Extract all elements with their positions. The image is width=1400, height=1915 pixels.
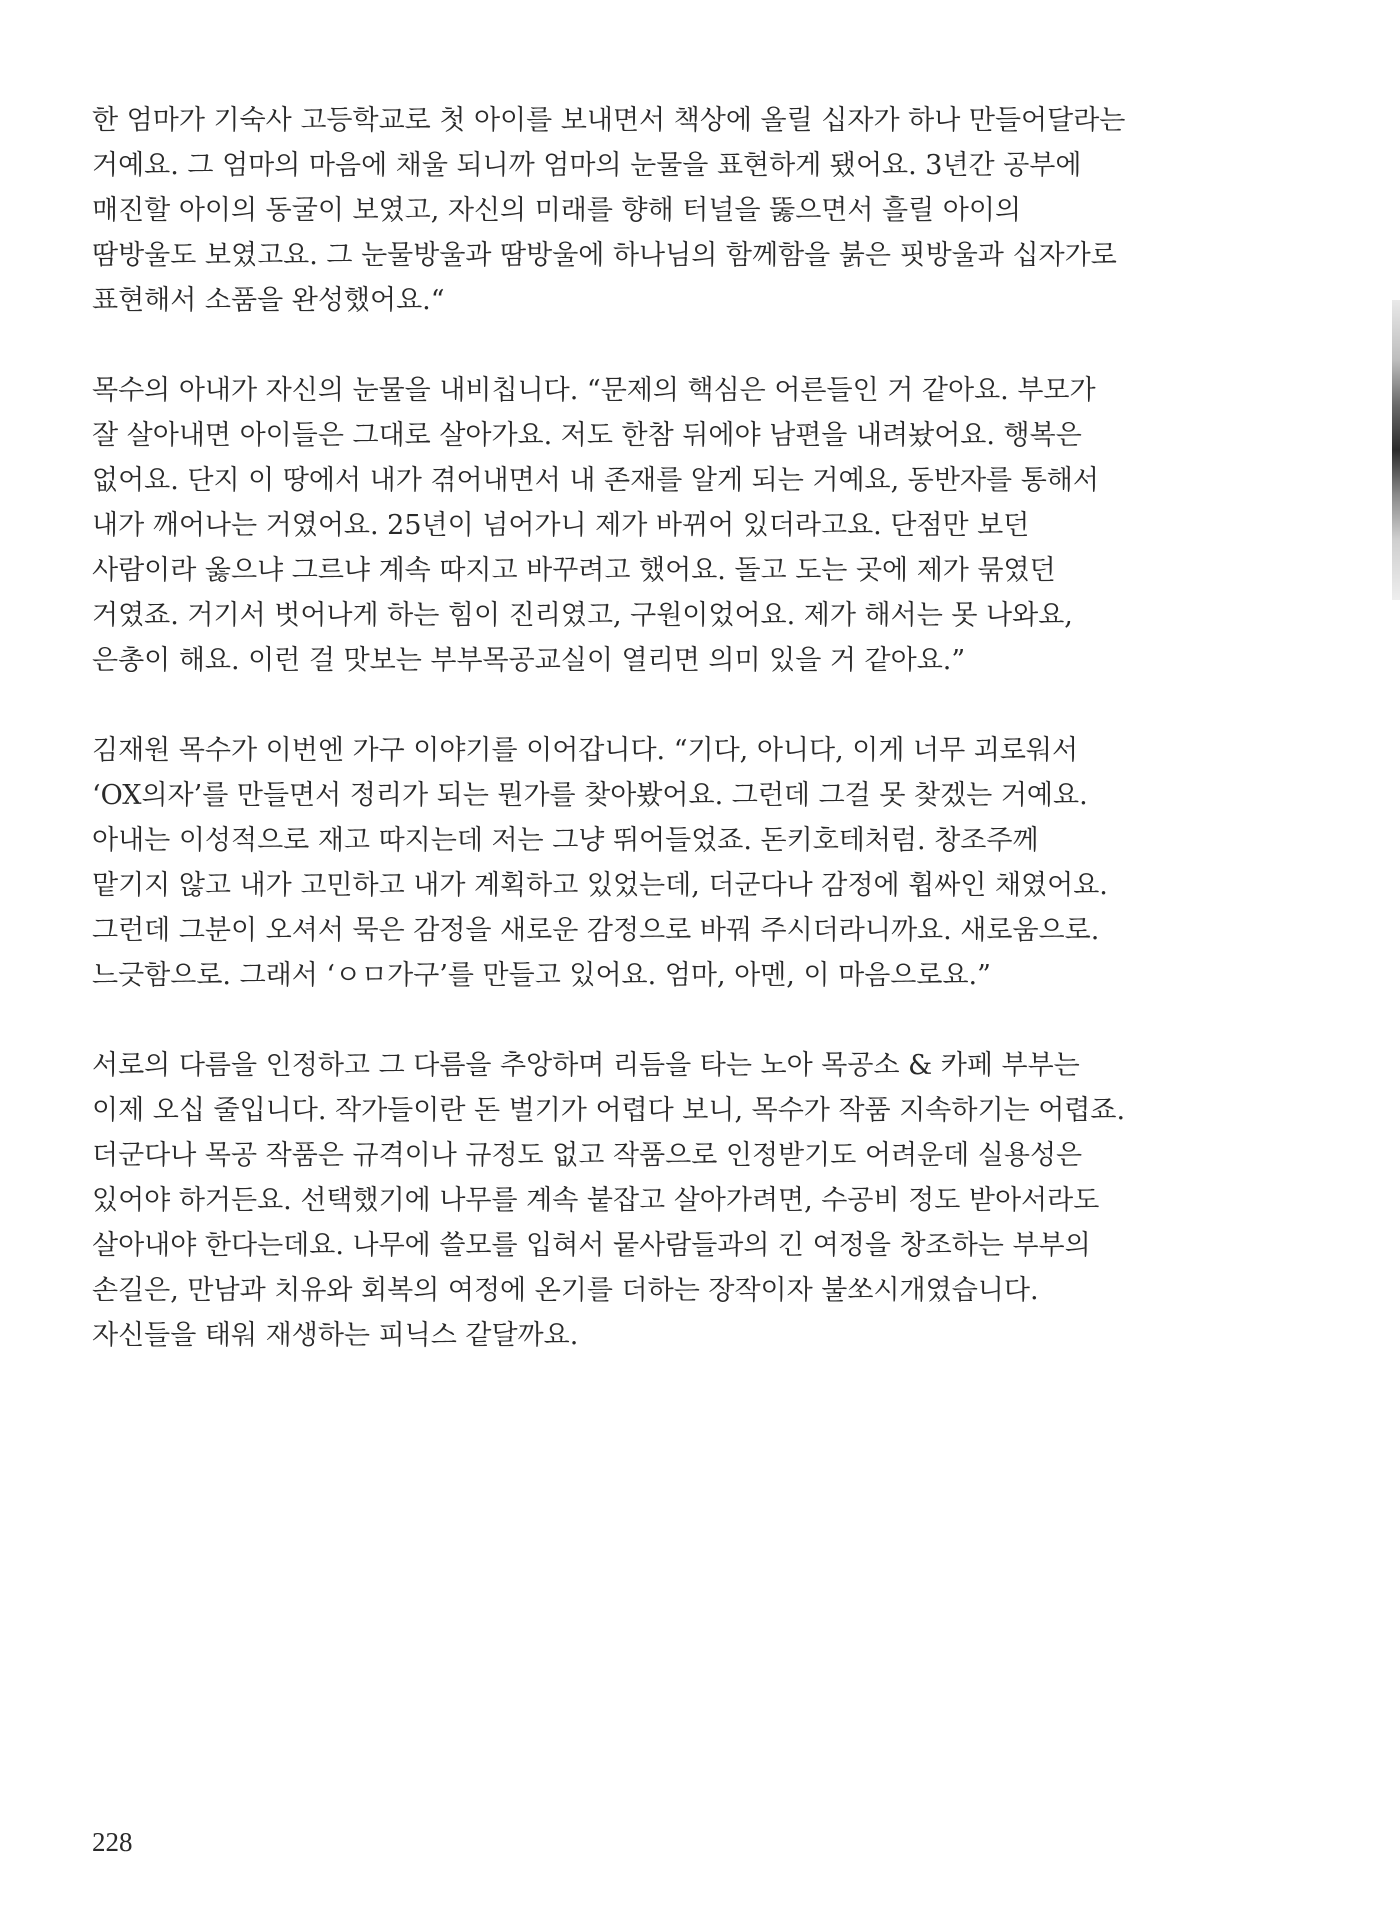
- text-line: 은총이 해요. 이런 걸 맛보는 부부목공교실이 열리면 의미 있을 거 같아요.”: [92, 645, 966, 676]
- text-line: 목수의 아내가 자신의 눈물을 내비칩니다. “문제의 핵심은 어른들인 거 같아요. 부모가: [92, 375, 1096, 406]
- text-line: 한 엄마가 기숙사 고등학교로 첫 아이를 보내면서 책상에 올릴 십자가 하나 만들어달라는: [92, 105, 1126, 136]
- text-line: 느긋함으로. 그래서 ‘ㅇㅁ가구’를 만들고 있어요. 엄마, 아멘, 이 마음으로요.”: [92, 960, 991, 991]
- text-line: 맡기지 않고 내가 고민하고 내가 계획하고 있었는데, 더군다나 감정에 휩싸인 채였어요.: [92, 870, 1108, 901]
- text-line: 잘 살아내면 아이들은 그대로 살아가요. 저도 한참 뒤에야 남편을 내려놨어요. 행복은: [92, 420, 1082, 451]
- text-line: 더군다나 목공 작품은 규격이나 규정도 없고 작품으로 인정받기도 어려운데 실용성은: [92, 1140, 1083, 1171]
- text-line: 아내는 이성적으로 재고 따지는데 저는 그냥 뛰어들었죠. 돈키호테처럼. 창조주께: [92, 825, 1039, 856]
- text-line: 땀방울도 보였고요. 그 눈물방울과 땀방울에 하나님의 함께함을 붉은 핏방울과 십자가로: [92, 240, 1117, 271]
- text-line: 그런데 그분이 오셔서 묵은 감정을 새로운 감정으로 바꿔 주시더라니까요. 새로움으로.: [92, 915, 1100, 946]
- text-line: 자신들을 태워 재생하는 피닉스 같달까요.: [92, 1320, 579, 1351]
- text-line: 거예요. 그 엄마의 마음에 채울 되니까 엄마의 눈물을 표현하게 됐어요. 3년간 공부에: [92, 150, 1082, 181]
- article-body: [92, 98, 1126, 1403]
- text-line: 없어요. 단지 이 땅에서 내가 겪어내면서 내 존재를 알게 되는 거예요, 동반자를 통해서: [92, 465, 1099, 496]
- page-number: 228: [92, 1827, 133, 1857]
- text-line: 김재원 목수가 이번엔 가구 이야기를 이어갑니다. “기다, 아니다, 이게 너무 괴로워서: [92, 735, 1079, 766]
- paragraph-1: [92, 98, 1126, 323]
- text-line: 살아내야 한다는데요. 나무에 쓸모를 입혀서 뭍사람들과의 긴 여정을 창조하는 부부의: [92, 1230, 1091, 1261]
- text-line: 있어야 하거든요. 선택했기에 나무를 계속 붙잡고 살아가려면, 수공비 정도 받아서라도: [92, 1185, 1100, 1216]
- text-line: 거였죠. 거기서 벗어나게 하는 힘이 진리였고, 구원이었어요. 제가 해서는 못 나와요,: [92, 600, 1073, 631]
- text-line: ‘OX의자’를 만들면서 정리가 되는 뭔가를 찾아봤어요. 그런데 그걸 못 찾겠는 거예요.: [92, 780, 1088, 811]
- paragraph-4: [92, 1043, 1126, 1358]
- paragraph-2: [92, 368, 1099, 683]
- text-line: 매진할 아이의 동굴이 보였고, 자신의 미래를 향해 터널을 뚫으면서 흘릴 아이의: [92, 195, 1022, 226]
- text-line: 손길은, 만남과 치유와 회복의 여정에 온기를 더하는 장작이자 불쏘시개였습니다.: [92, 1275, 1039, 1306]
- text-line: 서로의 다름을 인정하고 그 다름을 추앙하며 리듬을 타는 노아 목공소 & 카페 부부는: [92, 1050, 1080, 1081]
- text-line: 사람이라 옳으냐 그르냐 계속 따지고 바꾸려고 했어요. 돌고 도는 곳에 제가 묶였던: [92, 555, 1056, 586]
- text-line: 내가 깨어나는 거였어요. 25년이 넘어가니 제가 바뀌어 있더라고요. 단점만 보던: [92, 510, 1030, 541]
- text-line: 이제 오십 줄입니다. 작가들이란 돈 벌기가 어렵다 보니, 목수가 작품 지속하기는 어렵죠.: [92, 1095, 1126, 1126]
- text-line: 표현해서 소품을 완성했어요.“: [92, 285, 445, 316]
- adjacent-page-photo-edge: [1392, 300, 1400, 600]
- paragraph-3: [92, 728, 1108, 998]
